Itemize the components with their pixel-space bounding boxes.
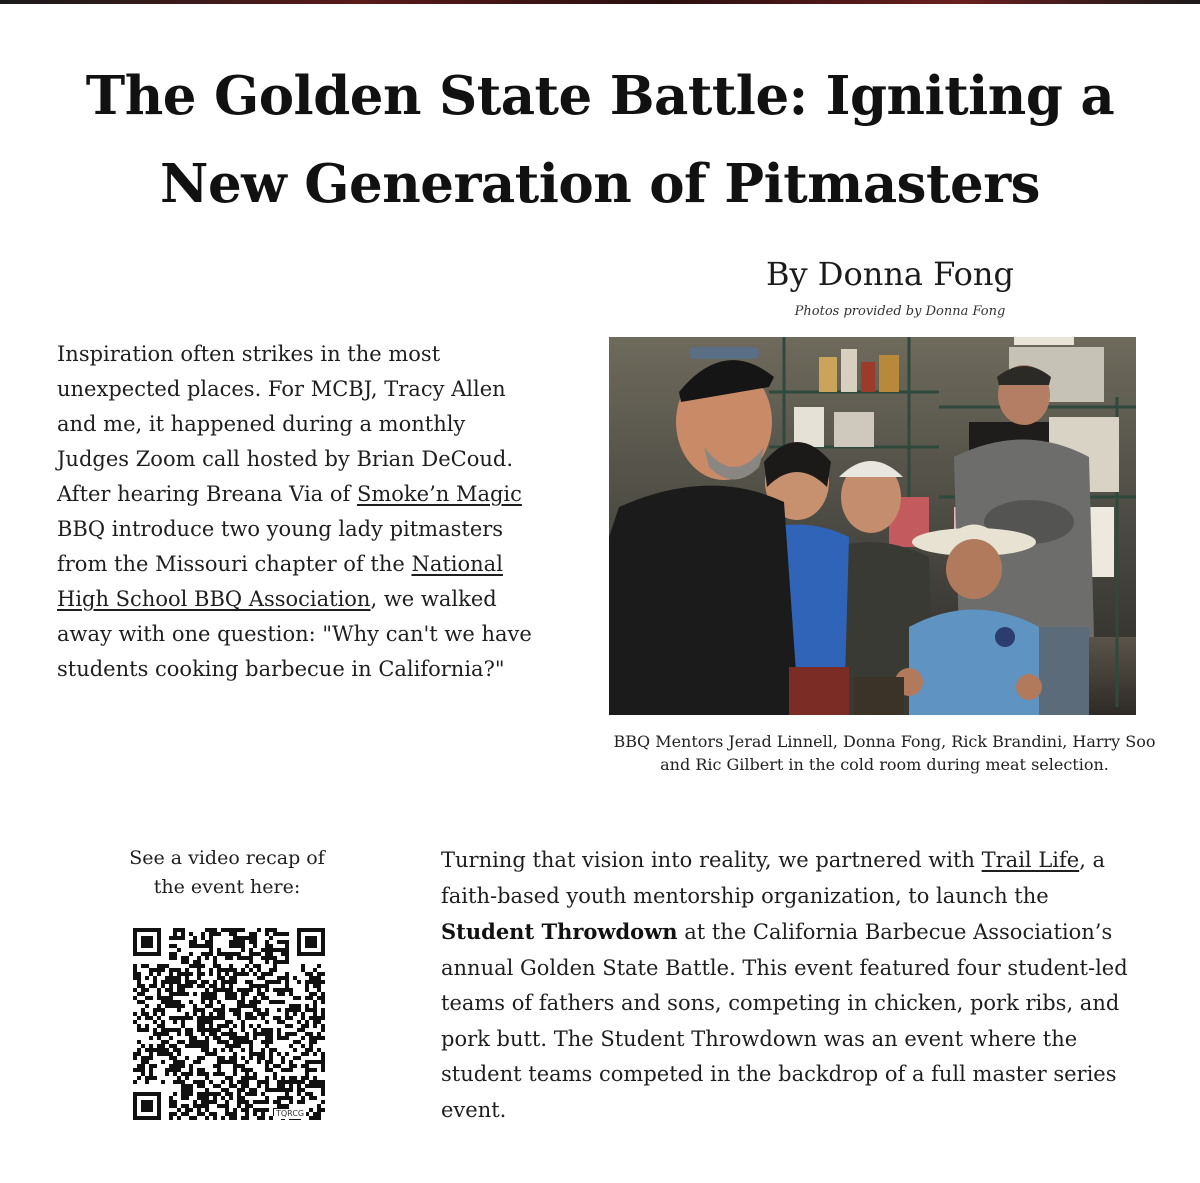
qr-brand-label: TQRCG [276,1109,305,1118]
intro-paragraph [57,337,542,687]
article-photo [609,337,1136,715]
trail-life-link[interactable]: Trail Life [981,848,1080,872]
section2-text-2: , a faith-based youth mentorship organization, to launch the [441,848,1106,908]
qr-code-graphic [133,928,325,1120]
top-decorative-strip [0,0,1200,4]
section2-paragraph [441,843,1146,1128]
photo-credit: Photos provided by Donna Fong [794,304,1006,319]
photo-caption: BBQ Mentors Jerad Linnell, Donna Fong, Rick Brandini, Harry Soo and Ric Gilbert in the cold room during meat selection. [613,732,1156,774]
article-title: The Golden State Battle: Igniting a New Generation of Pitmasters [85,65,1115,215]
student-throwdown-bold: Student Throwdown [441,919,678,944]
nhsbbqa-link[interactable]: National High School BBQ Association [57,552,503,611]
video-qr-code[interactable] [133,928,325,1120]
video-recap-label: See a video recap of the event here: [129,847,325,898]
intro-text-1: Inspiration often strikes in the most unexpected places. For MCBJ, Tracy Allen and me, it happened during a monthly Judges Zoom call hosted by Brian DeCoud. After hearing Breana Via of [57,342,514,506]
smoke-n-magic-link[interactable]: Smoke’n Magic [356,482,522,506]
intro-text-2: BBQ introduce two young lady pitmasters from the Missouri chapter of the [57,517,504,576]
byline: By Donna Fong [766,255,1014,293]
section2-text-1: Turning that vision into reality, we partnered with [441,848,982,872]
photo-illustration [609,337,1136,715]
intro-text-3: , we walked away with one question: "Why can't we have students cooking barbecue in California?" [57,587,532,681]
section2-text-3: at the California Barbecue Association’s annual Golden State Battle. This event featured four student-led teams of fathers and sons, competing in chicken, pork ribs, and pork butt. The Student Throwdown was an event where the student teams competed in the backdrop of a full master series event. [441,920,1128,1122]
